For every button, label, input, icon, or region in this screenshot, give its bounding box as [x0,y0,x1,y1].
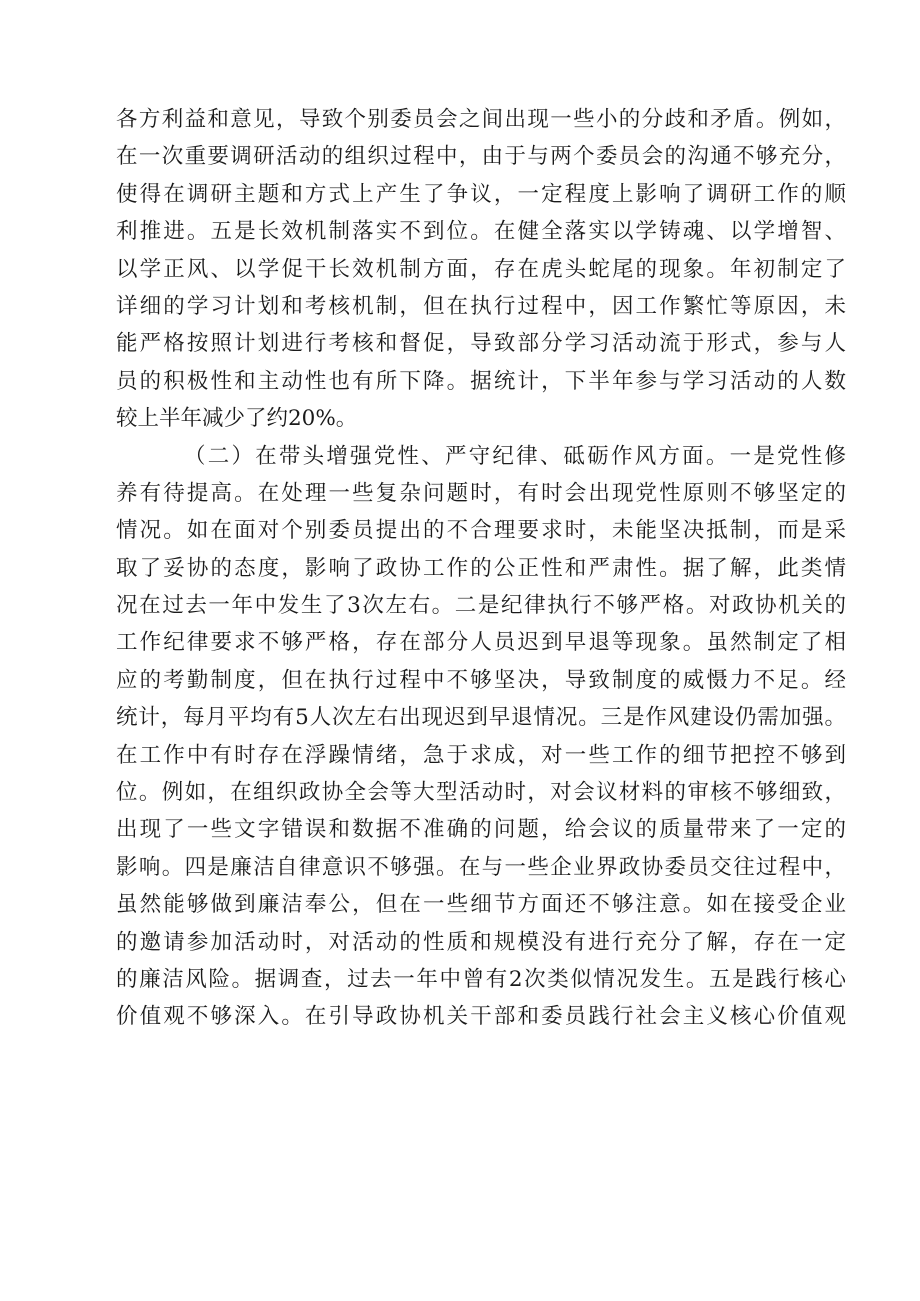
text-line: 取了妥协的态度，影响了政协工作的公正性和严肃性。据了解，此类情 [116,555,846,581]
text-line: 的廉洁风险。据调查，过去一年中曾有2次类似情况发生。五是践行核心 [116,966,846,992]
text-line: 的邀请参加活动时，对活动的性质和规模没有进行充分了解，存在一定 [116,929,846,955]
body-text [116,101,846,1036]
section-heading-line: （二）在带头增强党性、严守纪律、砥砺作风方面。一是党性修 [184,443,846,469]
text-line: 在一次重要调研活动的组织过程中，由于与两个委员会的沟通不够充分， [116,144,846,170]
text-line: 虽然能够做到廉洁奉公，但在一些细节方面还不够注意。如在接受企业 [116,892,846,918]
text-line: 使得在调研主题和方式上产生了争议，一定程度上影响了调研工作的顺 [116,181,846,207]
text-line: 情况。如在面对个别委员提出的不合理要求时，未能坚决抵制，而是采 [116,518,846,544]
paragraph-last-line: 较上半年减少了约20%。 [116,406,358,432]
text-line: 价值观不够深入。在引导政协机关干部和委员践行社会主义核心价值观 [116,1004,846,1030]
text-line: 应的考勤制度，但在执行过程中不够坚决，导致制度的威慑力不足。经 [116,667,846,693]
text-line: 在工作中有时存在浮躁情绪，急于求成，对一些工作的细节把控不够到 [116,742,846,768]
text-line: 出现了一些文字错误和数据不准确的问题，给会议的质量带来了一定的 [116,817,846,843]
text-line: 影响。四是廉洁自律意识不够强。在与一些企业界政协委员交往过程中， [116,854,846,880]
text-line: 况在过去一年中发生了3次左右。二是纪律执行不够严格。对政协机关的 [116,593,846,619]
text-line: 员的积极性和主动性也有所下降。据统计，下半年参与学习活动的人数 [116,368,846,394]
text-line: 统计，每月平均有5人次左右出现迟到早退情况。三是作风建设仍需加强。 [116,705,846,731]
text-line: 以学正风、以学促干长效机制方面，存在虎头蛇尾的现象。年初制定了 [116,256,846,282]
text-line: 能严格按照计划进行考核和督促，导致部分学习活动流于形式，参与人 [116,331,846,357]
text-line: 工作纪律要求不够严格，存在部分人员迟到早退等现象。虽然制定了相 [116,630,846,656]
text-line: 详细的学习计划和考核机制，但在执行过程中，因工作繁忙等原因，未 [116,293,846,319]
text-line: 位。例如，在组织政协全会等大型活动时，对会议材料的审核不够细致， [116,780,846,806]
text-line: 利推进。五是长效机制落实不到位。在健全落实以学铸魂、以学增智、 [116,219,846,245]
text-line: 养有待提高。在处理一些复杂问题时，有时会出现党性原则不够坚定的 [116,480,846,506]
text-line: 各方利益和意见，导致个别委员会之间出现一些小的分歧和矛盾。例如， [116,107,846,132]
